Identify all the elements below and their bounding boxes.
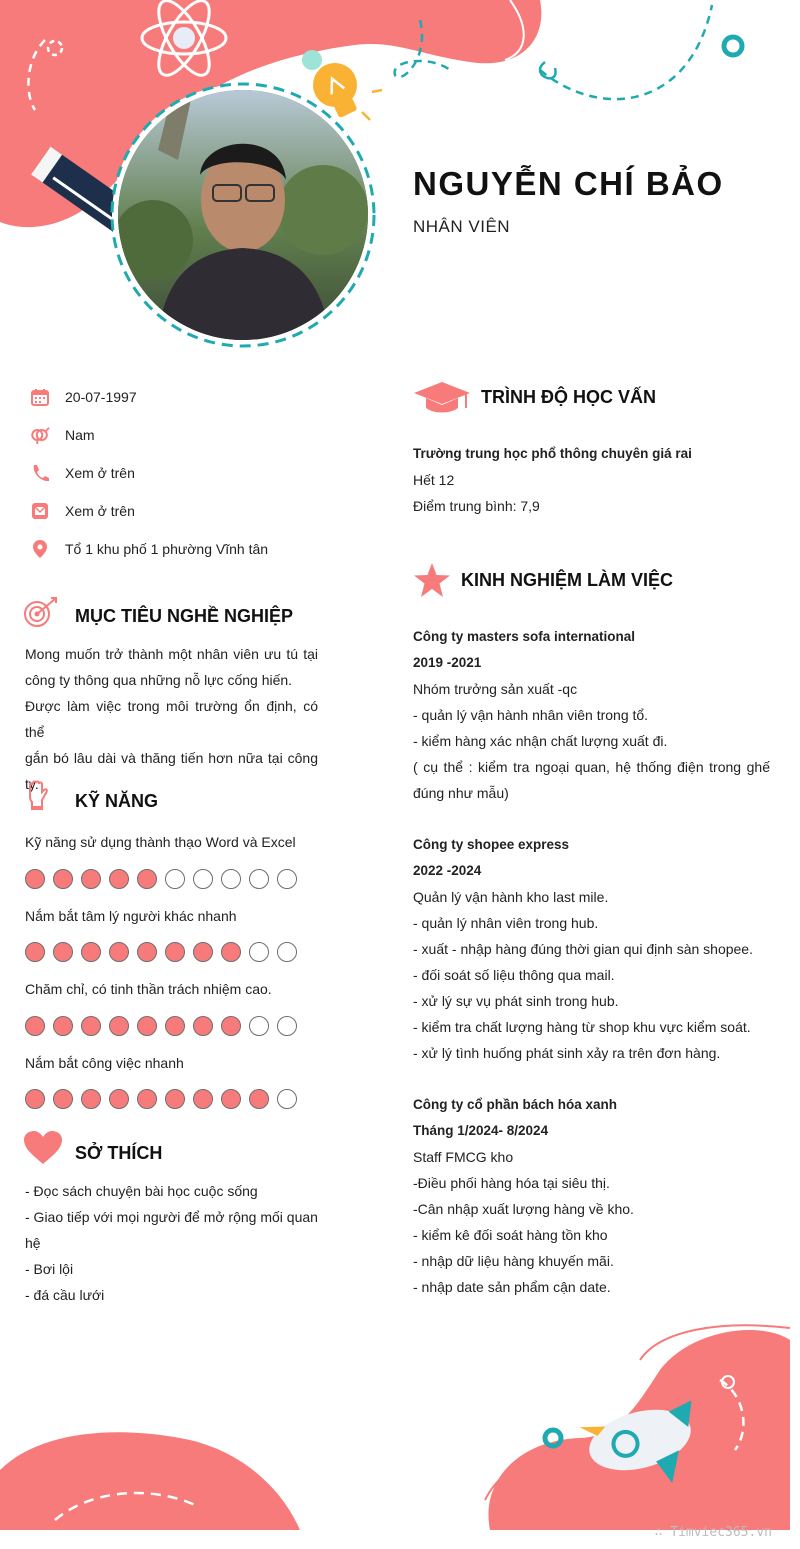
job-line: ( cụ thể : kiểm tra ngoại quan, hệ thống điện trong ghế — [413, 759, 770, 775]
job-line: -Điều phối hàng hóa tại siêu thị. — [413, 1175, 610, 1191]
job-line: - nhập date sản phẩm cận date. — [413, 1279, 611, 1295]
skill-label: Nắm bắt tâm lý người khác nhanh — [25, 908, 237, 924]
rating-dot-filled — [221, 942, 241, 962]
objective-line: Mong muốn trở thành một nhân viên ưu tú tại — [25, 646, 318, 662]
rating-dot-empty — [277, 1016, 297, 1036]
education-line: Hết 12 — [413, 472, 455, 488]
job-entry — [413, 1092, 770, 1300]
job-line: - quản lý nhân viên trong hub. — [413, 915, 599, 931]
email-icon — [30, 501, 50, 521]
rating-dot-filled — [81, 1016, 101, 1036]
rating-dot-filled — [193, 942, 213, 962]
calendar-icon — [30, 387, 50, 407]
hobbies-title: SỞ THÍCH — [75, 1143, 163, 1163]
contact-row-address — [30, 537, 268, 561]
rating-dot-filled — [53, 869, 73, 889]
rating-dot-empty — [249, 942, 269, 962]
job-line: Quản lý vận hành kho last mile. — [413, 889, 609, 905]
job-line: - xử lý sự vụ phát sinh trong hub. — [413, 993, 619, 1009]
job-line: - xử lý tình huống phát sinh xảy ra trên đơn hàng. — [413, 1045, 721, 1061]
job-line: -Cân nhập xuất lượng hàng về kho. — [413, 1201, 634, 1217]
education-title: TRÌNH ĐỘ HỌC VẤN — [481, 387, 656, 407]
job-line: - quản lý vận hành nhân viên trong tổ. — [413, 707, 649, 723]
rating-dot-filled — [81, 1089, 101, 1109]
footer-decoration — [0, 1320, 800, 1530]
person-silhouette-icon — [118, 90, 368, 340]
rating-dot-filled — [53, 1016, 73, 1036]
company-name: Công ty shopee express — [413, 837, 570, 852]
job-line: - kiểm kê đối soát hàng tồn kho — [413, 1227, 608, 1243]
rating-dot-empty — [165, 869, 185, 889]
job-entry — [413, 624, 770, 806]
job-line: - kiểm hàng xác nhận chất lượng xuất đi. — [413, 733, 668, 749]
location-pin-icon — [30, 539, 50, 559]
rating-dot-empty — [249, 1016, 269, 1036]
phone-icon — [30, 463, 50, 483]
job-line: Staff FMCG kho — [413, 1149, 514, 1165]
rating-dot-filled — [249, 1089, 269, 1109]
rating-dot-filled — [53, 1089, 73, 1109]
job-title: NHÂN VIÊN — [413, 217, 511, 236]
graduation-cap-icon — [414, 380, 470, 419]
rating-dot-empty — [277, 942, 297, 962]
school-name: Trường trung học phổ thông chuyên giá rai — [413, 446, 692, 461]
experience-title: KINH NGHIỆM LÀM VIỆC — [461, 570, 674, 590]
company-name: Công ty cổ phần bách hóa xanh — [413, 1097, 618, 1112]
gender-text: Nam — [65, 427, 95, 443]
rating-dot-filled — [137, 942, 157, 962]
hobbies-text — [25, 1178, 325, 1308]
rating-dot-filled — [165, 1016, 185, 1036]
objective-line: Được làm việc trong môi trường ổn định, có thể — [25, 698, 318, 740]
skill-rating — [25, 1016, 297, 1036]
objective-line: ty. — [25, 776, 39, 792]
contact-row-gender — [30, 423, 95, 447]
rating-dot-filled — [221, 1089, 241, 1109]
objective-title: MỤC TIÊU NGHỀ NGHIỆP — [75, 606, 294, 626]
rating-dot-filled — [25, 1089, 45, 1109]
job-line: - xuất - nhập hàng đúng thời gian qui định sàn shopee. — [413, 941, 753, 957]
rating-dot-filled — [25, 942, 45, 962]
watermark: ∴ Timviec365.vn — [654, 1525, 772, 1540]
rating-dot-filled — [165, 1089, 185, 1109]
skills-title: KỸ NĂNG — [75, 791, 159, 811]
job-line: - đối soát số liệu thông qua mail. — [413, 967, 615, 983]
contact-row-birthday — [30, 385, 137, 409]
rating-dot-empty — [277, 1089, 297, 1109]
rating-dot-filled — [53, 942, 73, 962]
skill-label: Kỹ năng sử dụng thành thạo Word và Excel — [25, 834, 296, 850]
phone-text: Xem ở trên — [65, 465, 135, 481]
objective-text — [25, 641, 318, 797]
rating-dot-filled — [25, 1016, 45, 1036]
objective-line: gắn bó lâu dài và thăng tiến hơn nữa tại công — [25, 750, 318, 766]
rating-dot-filled — [193, 1089, 213, 1109]
hobby-line: - Giao tiếp với mọi người để mở rộng mối quan — [25, 1209, 318, 1225]
education-entry — [413, 441, 770, 519]
rating-dot-filled — [137, 1016, 157, 1036]
gender-icon — [30, 425, 50, 445]
full-name: NGUYỄN CHÍ BẢO — [413, 165, 724, 202]
rating-dot-empty — [277, 869, 297, 889]
job-period: 2022 -2024 — [413, 863, 482, 878]
job-line: - nhập dữ liệu hàng khuyến mãi. — [413, 1253, 614, 1269]
rating-dot-filled — [193, 1016, 213, 1036]
rating-dot-empty — [193, 869, 213, 889]
heart-icon — [24, 1131, 62, 1170]
rating-dot-empty — [221, 869, 241, 889]
job-line: - kiểm tra chất lượng hàng từ shop khu vực kiểm soát. — [413, 1019, 751, 1035]
birthday-text: 20-07-1997 — [65, 389, 137, 405]
skill-label: Chăm chỉ, có tinh thần trách nhiệm cao. — [25, 981, 272, 997]
skill-label: Nắm bắt công việc nhanh — [25, 1055, 184, 1071]
skill-rating — [25, 1089, 297, 1109]
contact-row-email — [30, 499, 135, 523]
hobby-line: - Đọc sách chuyện bài học cuộc sống — [25, 1183, 258, 1199]
hobby-line: - đá cầu lưới — [25, 1287, 105, 1303]
job-period: 2019 -2021 — [413, 655, 482, 670]
rating-dot-filled — [25, 869, 45, 889]
rating-dot-empty — [249, 869, 269, 889]
job-line: Nhóm trưởng sản xuất -qc — [413, 681, 578, 697]
objective-line: công ty thông qua những nỗ lực cống hiến. — [25, 672, 293, 688]
job-entry — [413, 832, 770, 1066]
hand-icon — [26, 780, 48, 815]
contact-row-phone — [30, 461, 135, 485]
rating-dot-filled — [109, 869, 129, 889]
email-text: Xem ở trên — [65, 503, 135, 519]
rating-dot-filled — [109, 942, 129, 962]
rating-dot-filled — [109, 1016, 129, 1036]
star-icon — [414, 563, 450, 602]
company-name: Công ty masters sofa international — [413, 629, 636, 644]
target-icon — [24, 597, 58, 634]
rating-dot-filled — [109, 1089, 129, 1109]
hobby-line: - Bơi lội — [25, 1261, 74, 1277]
avatar-photo — [118, 90, 368, 340]
rating-dot-filled — [81, 869, 101, 889]
rating-dot-filled — [137, 1089, 157, 1109]
address-text: Tổ 1 khu phố 1 phường Vĩnh tân — [65, 541, 269, 557]
rating-dot-filled — [81, 942, 101, 962]
job-period: Tháng 1/2024- 8/2024 — [413, 1123, 549, 1138]
rating-dot-filled — [137, 869, 157, 889]
skill-rating — [25, 942, 297, 962]
skill-rating — [25, 869, 297, 889]
hobby-line: hệ — [25, 1235, 41, 1251]
job-line: đúng như mẫu) — [413, 785, 509, 801]
rating-dot-filled — [165, 942, 185, 962]
rating-dot-filled — [221, 1016, 241, 1036]
education-line: Điểm trung bình: 7,9 — [413, 498, 540, 514]
